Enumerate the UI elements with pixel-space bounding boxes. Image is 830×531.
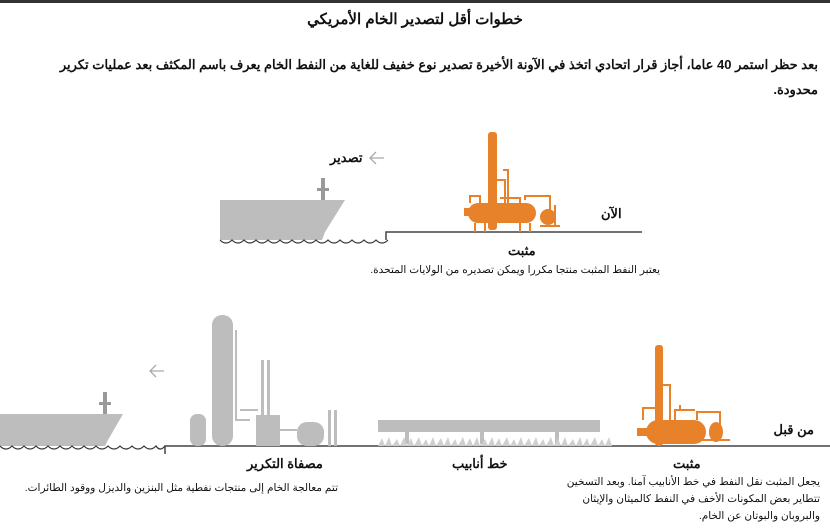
refinery-desc: تتم معالجة الخام إلى منتجات نفطية مثل البنزين والديزل ووقود الطائرات. [24,482,338,494]
before-stabilizer-desc-3: والبروبان والبوتان عن الخام. [698,510,820,522]
before-stabilizer-label: مثبت [673,456,701,471]
before-scene [0,315,830,454]
before-stabilizer-desc-2: تتطاير بعض المكونات الأخف في النفط كالميثان والإيثان [582,493,820,505]
ship-icon [220,200,345,240]
ground-line [386,232,642,240]
refinery-icon [190,315,337,446]
now-stabilizer-desc: يعتبر النفط المثبت منتجا مكررا ويمكن تصديره من الولايات المتحدة. [370,264,660,276]
stabilizer-icon [464,132,560,232]
export-label: تصدير [330,150,363,165]
ship-icon [0,414,123,446]
stabilizer-icon [637,345,730,446]
now-row-label: الآن [601,206,622,221]
before-stabilizer-desc-1: يجعل المثبت نقل النفط في خط الأنابيب آمنا. وبعد التسخين [566,476,820,488]
now-scene [220,132,642,243]
pipeline-label: خط أنابيب [452,456,508,471]
water-waves [220,240,388,243]
page-title: خطوات أقل لتصدير الخام الأمريكي [307,11,523,28]
arrow-left-icon [370,152,384,164]
now-stabilizer-label: مثبت [508,243,536,258]
before-row-label: من قبل [773,422,814,437]
intro-text: بعد حظر استمر 40 عاما، أجاز قرار اتحادي اتخذ في الآونة الأخيرة تصدير نوع خفيف للغاية من النفط الخام يعرف باسم المكثف بعد عمليات تكرير محدودة. [59,57,818,97]
ground-line [165,446,830,454]
water-waves [0,446,165,449]
arrow-left-icon [150,365,164,377]
pipeline-icon [378,420,612,446]
refinery-label: مصفاة التكرير [247,456,323,471]
